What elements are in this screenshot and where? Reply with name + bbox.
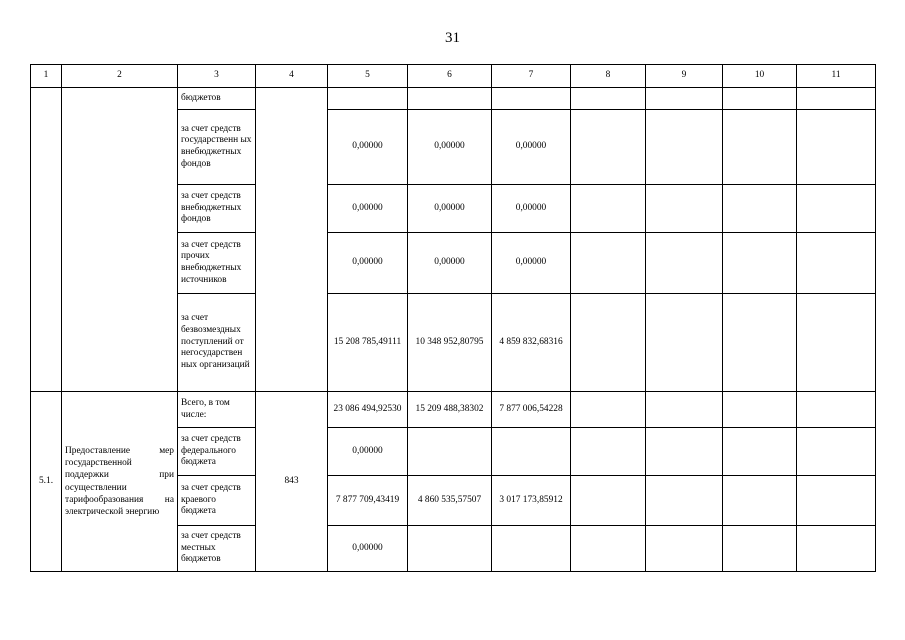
value-cell: 15 209 488,38302	[408, 392, 492, 428]
empty-cell	[31, 88, 62, 392]
column-number: 8	[571, 65, 646, 88]
value-cell: 0,00000	[492, 185, 571, 233]
column-number: 9	[646, 65, 723, 88]
value-cell: 15 208 785,49111	[328, 294, 408, 392]
item-code: 843	[256, 392, 328, 572]
value-cell: 0,00000	[408, 110, 492, 185]
column-number: 7	[492, 65, 571, 88]
item-number: 5.1.	[31, 392, 62, 572]
value-cell	[408, 526, 492, 572]
value-cell: 0,00000	[492, 110, 571, 185]
page-number: 31	[445, 30, 460, 46]
value-cell: 0,00000	[328, 110, 408, 185]
value-cell: 10 348 952,80795	[408, 294, 492, 392]
value-cell: 0,00000	[328, 185, 408, 233]
funding-source: за счет средств местных бюджетов	[178, 526, 256, 572]
value-cell	[328, 88, 408, 110]
value-cell: 4 859 832,68316	[492, 294, 571, 392]
value-cell: 0,00000	[492, 233, 571, 294]
value-cell: 23 086 494,92530	[328, 392, 408, 428]
funding-source: за счет средств краевого бюджета	[178, 476, 256, 526]
funding-source: за счет средств прочих внебюджетных источников	[178, 233, 256, 294]
empty-cell	[256, 88, 328, 392]
column-number: 2	[62, 65, 178, 88]
column-number: 1	[31, 65, 62, 88]
column-number: 5	[328, 65, 408, 88]
table-row	[31, 88, 876, 110]
funding-source: бюджетов	[178, 88, 256, 110]
empty-cell	[62, 88, 178, 392]
column-number: 10	[723, 65, 797, 88]
funding-source: за счет средств внебюджетных фондов	[178, 185, 256, 233]
value-cell: 0,00000	[408, 233, 492, 294]
funding-source: за счет средств государственн ых внебюджетных фондов	[178, 110, 256, 185]
column-number: 4	[256, 65, 328, 88]
value-cell: 0,00000	[328, 526, 408, 572]
value-cell: 0,00000	[328, 233, 408, 294]
column-number: 11	[797, 65, 876, 88]
column-number-row	[31, 65, 876, 88]
value-cell: 0,00000	[328, 428, 408, 476]
value-cell	[408, 88, 492, 110]
funding-source: Всего, в том числе:	[178, 392, 256, 428]
column-number: 6	[408, 65, 492, 88]
value-cell	[492, 428, 571, 476]
value-cell	[408, 428, 492, 476]
item-name: Предоставление мер государственной поддержки при осуществлении тарифообразования на электрической энергию	[62, 392, 178, 572]
value-cell: 7 877 006,54228	[492, 392, 571, 428]
column-number: 3	[178, 65, 256, 88]
value-cell: 4 860 535,57507	[408, 476, 492, 526]
value-cell: 7 877 709,43419	[328, 476, 408, 526]
value-cell	[492, 88, 571, 110]
budget-table	[30, 64, 876, 572]
table-row	[31, 392, 876, 428]
value-cell: 0,00000	[408, 185, 492, 233]
value-cell: 3 017 173,85912	[492, 476, 571, 526]
funding-source: за счет безвозмездных поступлений от негосударствен ных организаций	[178, 294, 256, 392]
value-cell	[492, 526, 571, 572]
funding-source: за счет средств федерального бюджета	[178, 428, 256, 476]
